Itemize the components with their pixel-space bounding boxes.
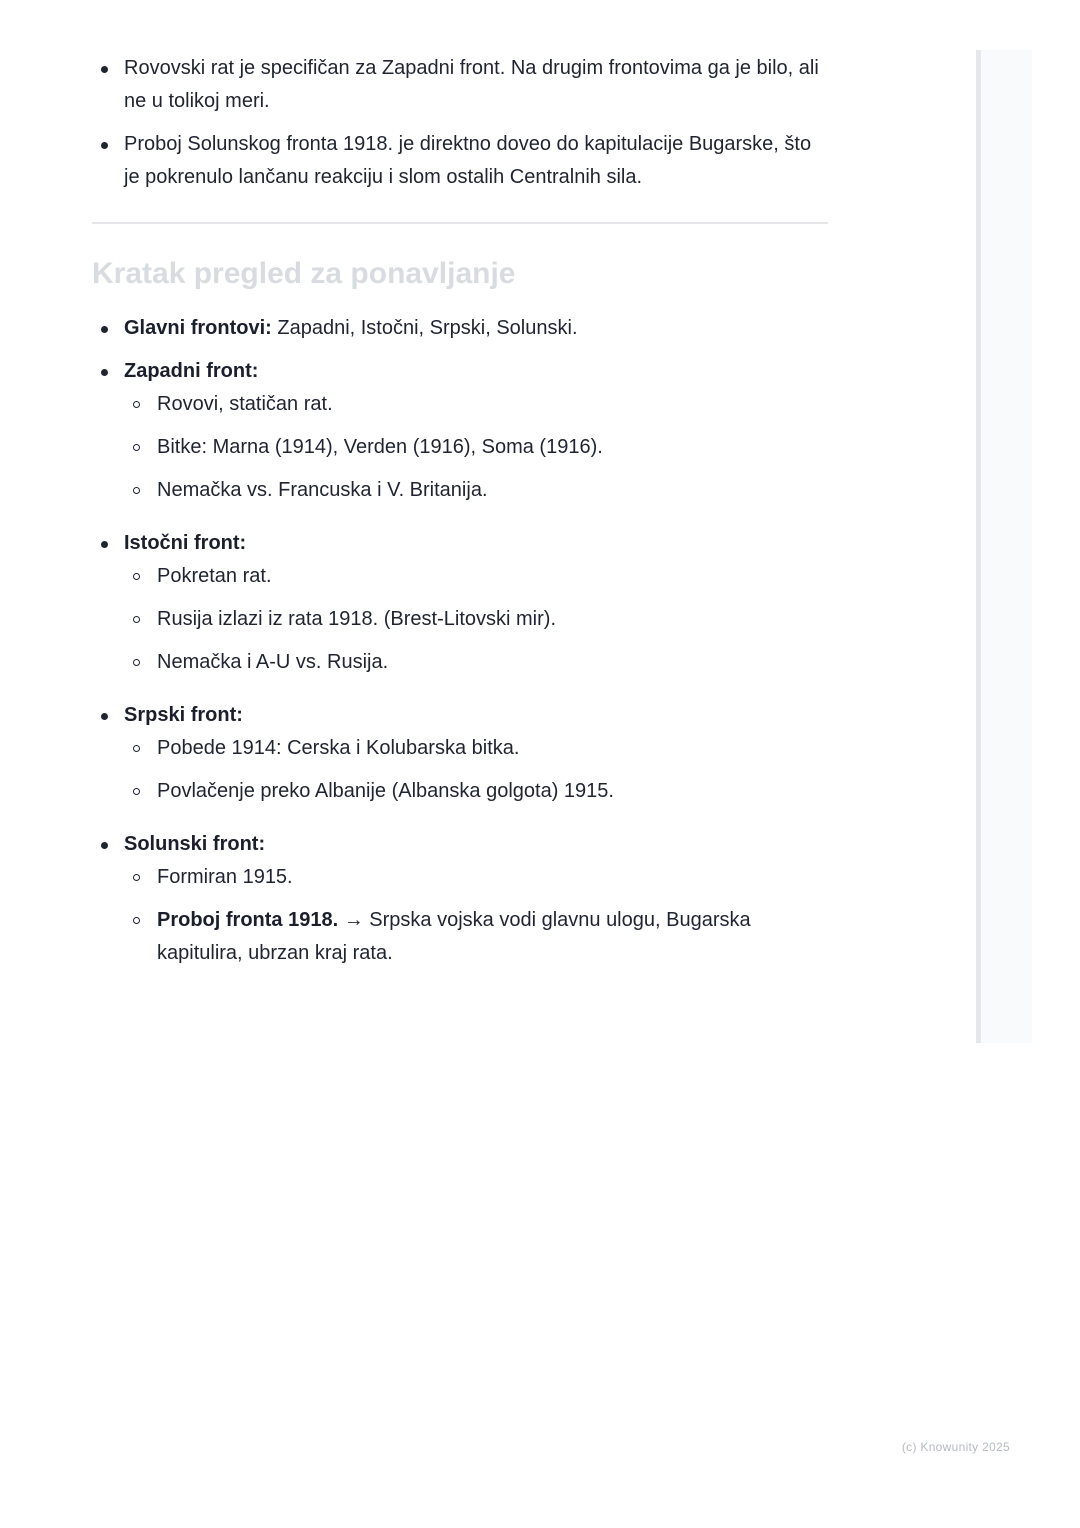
side-panel [976, 50, 1032, 1043]
list-item: Formiran 1915. [124, 861, 828, 894]
list-item [124, 904, 828, 970]
list-item: Pobede 1914: Cerska i Kolubarska bitka. [124, 732, 828, 765]
list-item: Bitke: Marna (1914), Verden (1916), Soma (1916). [124, 431, 828, 464]
eastern-front-item [92, 527, 828, 679]
breakthrough-text: → Srpska vojska vodi glavnu ulogu, Bugarska kapitulira, ubrzan kraj rata. [157, 909, 751, 964]
list-item: Nemačka vs. Francuska i V. Britanija. [124, 474, 828, 507]
copyright-footer: (c) Knowunity 2025 [901, 1440, 1010, 1454]
breakthrough-label: Proboj fronta 1918. [157, 909, 339, 931]
document-content [92, 52, 828, 990]
serbian-front-item [92, 699, 828, 808]
list-item: Pokretan rat. [124, 560, 828, 593]
main-fronts-item [92, 312, 828, 345]
review-list [92, 312, 828, 970]
salonika-front-item [92, 828, 828, 970]
list-item: Povlačenje preko Albanije (Albanska golgota) 1915. [124, 775, 828, 808]
section-divider [92, 222, 828, 224]
main-fronts-label: Glavni frontovi: [124, 317, 272, 339]
eastern-front-sublist [124, 560, 828, 679]
serbian-front-sublist [124, 732, 828, 808]
list-item: Nemačka i A-U vs. Rusija. [124, 646, 828, 679]
salonika-front-sublist [124, 861, 828, 970]
main-fronts-text: Zapadni, Istočni, Srpski, Solunski. [277, 317, 578, 339]
list-item: Rusija izlazi iz rata 1918. (Brest-Litovski mir). [124, 603, 828, 636]
western-front-sublist [124, 388, 828, 507]
eastern-front-label: Istočni front: [124, 532, 247, 554]
list-item: Proboj Solunskog fronta 1918. je direktno doveo do kapitulacije Bugarske, što je pokrenulo lančanu reakciju i slom ostalih Centralnih sila. [92, 128, 828, 194]
list-item: Rovovski rat je specifičan za Zapadni front. Na drugim frontovima ga je bilo, ali ne u tolikoj meri. [92, 52, 828, 118]
intro-list [92, 52, 828, 194]
list-item: Rovovi, statičan rat. [124, 388, 828, 421]
western-front-label: Zapadni front: [124, 360, 259, 382]
western-front-item [92, 355, 828, 507]
section-title: Kratak pregled za ponavljanje [92, 257, 516, 290]
serbian-front-label: Srpski front: [124, 704, 243, 726]
salonika-front-label: Solunski front: [124, 833, 266, 855]
